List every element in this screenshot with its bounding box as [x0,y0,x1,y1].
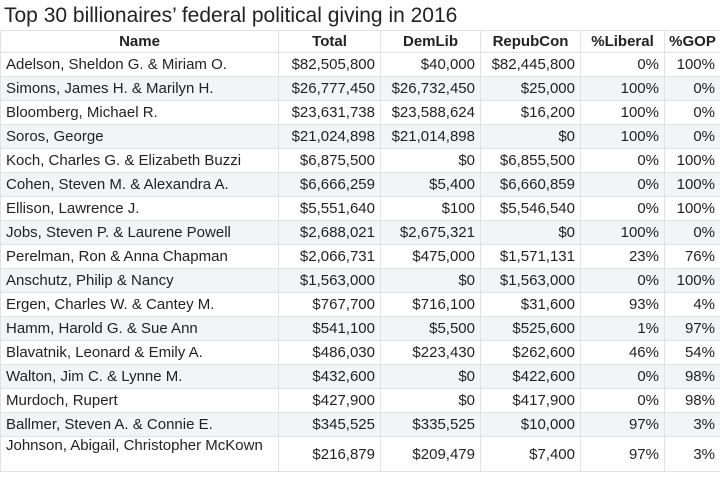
table-row [1,149,720,173]
cell-total: $23,631,738 [279,101,381,125]
cell-repubcon: $262,600 [481,341,581,365]
cell-repubcon: $31,600 [481,293,581,317]
cell-liberal: 0% [581,149,665,173]
cell-total: $432,600 [279,365,381,389]
cell-name: Jobs, Steven P. & Laurene Powell [1,221,279,245]
cell-name: Ellison, Lawrence J. [1,197,279,221]
column-header-liberal[interactable]: %Liberal [581,31,665,53]
cell-gop: 100% [665,269,720,293]
cell-liberal: 100% [581,221,665,245]
cell-liberal: 93% [581,293,665,317]
cell-liberal: 23% [581,245,665,269]
cell-total: $82,505,800 [279,53,381,77]
cell-liberal: 0% [581,365,665,389]
column-header-total[interactable]: Total [279,31,381,53]
cell-liberal: 100% [581,125,665,149]
cell-repubcon: $0 [481,221,581,245]
cell-demlib: $40,000 [381,53,481,77]
cell-demlib: $2,675,321 [381,221,481,245]
page-title: Top 30 billionaires’ federal political giving in 2016 [4,4,458,27]
table-row [1,77,720,101]
table-row [1,341,720,365]
cell-liberal: 46% [581,341,665,365]
cell-name: Adelson, Sheldon G. & Miriam O. [1,53,279,77]
cell-repubcon: $25,000 [481,77,581,101]
cell-demlib: $26,732,450 [381,77,481,101]
cell-total: $6,875,500 [279,149,381,173]
cell-name: Hamm, Harold G. & Sue Ann [1,317,279,341]
cell-demlib: $0 [381,149,481,173]
cell-gop: 100% [665,173,720,197]
cell-total: $1,563,000 [279,269,381,293]
table-row [1,413,720,437]
table-header-row [1,31,720,53]
cell-demlib: $475,000 [381,245,481,269]
cell-gop: 100% [665,197,720,221]
cell-repubcon: $82,445,800 [481,53,581,77]
column-header-gop[interactable]: %GOP [665,31,720,53]
cell-repubcon: $417,900 [481,389,581,413]
cell-repubcon: $525,600 [481,317,581,341]
table-row [1,125,720,149]
cell-gop: 0% [665,125,720,149]
giving-table [0,30,720,472]
table-row [1,317,720,341]
cell-demlib: $100 [381,197,481,221]
cell-total: $216,879 [279,437,381,472]
cell-gop: 100% [665,53,720,77]
cell-name: Koch, Charles G. & Elizabeth Buzzi [1,149,279,173]
cell-liberal: 0% [581,173,665,197]
cell-name: Murdoch, Rupert [1,389,279,413]
table-row [1,269,720,293]
table-row [1,173,720,197]
cell-liberal: 97% [581,437,665,472]
cell-total: $345,525 [279,413,381,437]
cell-demlib: $5,400 [381,173,481,197]
cell-gop: 100% [665,149,720,173]
cell-liberal: 0% [581,197,665,221]
cell-repubcon: $10,000 [481,413,581,437]
cell-name: Walton, Jim C. & Lynne M. [1,365,279,389]
cell-total: $5,551,640 [279,197,381,221]
cell-repubcon: $422,600 [481,365,581,389]
cell-name: Soros, George [1,125,279,149]
cell-repubcon: $7,400 [481,437,581,472]
cell-total: $767,700 [279,293,381,317]
cell-total: $2,688,021 [279,221,381,245]
cell-liberal: 0% [581,389,665,413]
cell-total: $26,777,450 [279,77,381,101]
cell-liberal: 100% [581,101,665,125]
cell-gop: 98% [665,389,720,413]
cell-name: Anschutz, Philip & Nancy [1,269,279,293]
cell-demlib: $0 [381,365,481,389]
cell-demlib: $0 [381,269,481,293]
cell-total: $2,066,731 [279,245,381,269]
table-row [1,221,720,245]
cell-gop: 54% [665,341,720,365]
cell-repubcon: $5,546,540 [481,197,581,221]
cell-gop: 4% [665,293,720,317]
cell-demlib: $209,479 [381,437,481,472]
cell-repubcon: $6,660,859 [481,173,581,197]
cell-name: Johnson, Abigail, Christopher McKown [1,437,279,472]
table-row [1,245,720,269]
cell-gop: 0% [665,77,720,101]
cell-gop: 3% [665,413,720,437]
table-row [1,197,720,221]
cell-demlib: $223,430 [381,341,481,365]
cell-repubcon: $16,200 [481,101,581,125]
column-header-demlib[interactable]: DemLib [381,31,481,53]
cell-demlib: $23,588,624 [381,101,481,125]
cell-total: $21,024,898 [279,125,381,149]
cell-name: Cohen, Steven M. & Alexandra A. [1,173,279,197]
cell-liberal: 0% [581,53,665,77]
cell-name: Ballmer, Steven A. & Connie E. [1,413,279,437]
cell-total: $486,030 [279,341,381,365]
cell-repubcon: $1,571,131 [481,245,581,269]
cell-name: Bloomberg, Michael R. [1,101,279,125]
cell-repubcon: $1,563,000 [481,269,581,293]
cell-repubcon: $0 [481,125,581,149]
cell-gop: 98% [665,365,720,389]
table-row [1,53,720,77]
table-row [1,389,720,413]
cell-demlib: $0 [381,389,481,413]
cell-name: Blavatnik, Leonard & Emily A. [1,341,279,365]
cell-liberal: 1% [581,317,665,341]
cell-name: Ergen, Charles W. & Cantey M. [1,293,279,317]
cell-gop: 76% [665,245,720,269]
table-row [1,365,720,389]
cell-demlib: $5,500 [381,317,481,341]
cell-gop: 97% [665,317,720,341]
cell-liberal: 100% [581,77,665,101]
cell-total: $6,666,259 [279,173,381,197]
table-row [1,437,720,472]
cell-demlib: $21,014,898 [381,125,481,149]
cell-name: Perelman, Ron & Anna Chapman [1,245,279,269]
cell-gop: 0% [665,101,720,125]
cell-demlib: $335,525 [381,413,481,437]
column-header-name[interactable]: Name [1,31,279,53]
cell-gop: 0% [665,221,720,245]
cell-repubcon: $6,855,500 [481,149,581,173]
table-row [1,101,720,125]
table-row [1,293,720,317]
column-header-repubcon[interactable]: RepubCon [481,31,581,53]
cell-total: $427,900 [279,389,381,413]
cell-gop: 3% [665,437,720,472]
cell-liberal: 97% [581,413,665,437]
cell-name: Simons, James H. & Marilyn H. [1,77,279,101]
cell-total: $541,100 [279,317,381,341]
cell-liberal: 0% [581,269,665,293]
cell-demlib: $716,100 [381,293,481,317]
